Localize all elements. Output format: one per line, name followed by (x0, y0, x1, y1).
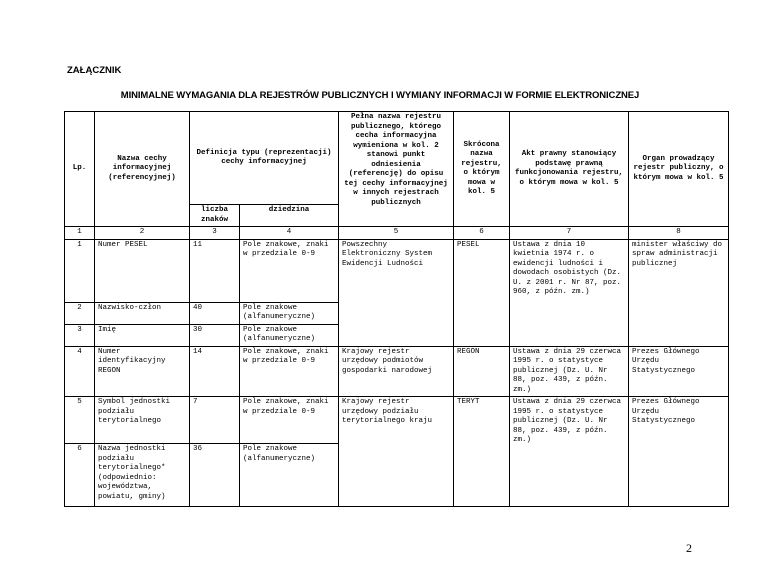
cell-register-full-name: Krajowy rejestr urzędowy podmiotów gospodarki narodowej (339, 346, 454, 397)
header-lp: Lp. (65, 112, 95, 227)
cell-domain: Pole znakowe (alfanumeryczne) (240, 302, 339, 324)
header-domain: dziedzina (240, 205, 339, 227)
document-title: MINIMALNE WYMAGANIA DLA REJESTRÓW PUBLICZNYCH I WYMIANY INFORMACJI W FORMIE ELEKTRONICZNEJ (120, 90, 640, 101)
cell-organ: minister właściwy do spraw administracji publicznej (629, 239, 729, 346)
registers-table (64, 111, 729, 507)
column-number: 7 (510, 227, 629, 240)
cell-register-full-name: Krajowy rejestr urzędowy podziału terytorialnego kraju (339, 397, 454, 507)
header-feature-name: Nazwa cechy informacyjnej (referencyjnej) (95, 112, 190, 227)
cell-legal-act: Ustawa z dnia 29 czerwca 1995 r. o statystyce publicznej (Dz. U. Nr 88, poz. 439, z późn. zm.) (510, 346, 629, 397)
header-type-definition: Definicja typu (reprezentacji) cechy informacyjnej (190, 112, 339, 205)
cell-feature-name: Nazwa jednostki podziału terytorialnego* (odpowiednio: województwa, powiatu, gminy) (95, 444, 190, 507)
header-legal-act: Akt prawny stanowiący podstawę prawną funkcjonowania rejestru, o którym mowa w kol. 5 (510, 112, 629, 227)
cell-register-short-name: PESEL (454, 239, 510, 346)
header-organ: Organ prowadzący rejestr publiczny, o którym mowa w kol. 5 (629, 112, 729, 227)
cell-feature-name: Symbol jednostki podziału terytorialnego (95, 397, 190, 444)
column-number: 2 (95, 227, 190, 240)
table-row (65, 239, 729, 302)
cell-char-count: 36 (190, 444, 240, 507)
column-number: 5 (339, 227, 454, 240)
cell-lp: 4 (65, 346, 95, 397)
cell-char-count: 14 (190, 346, 240, 397)
cell-char-count: 40 (190, 302, 240, 324)
cell-domain: Pole znakowe (alfanumeryczne) (240, 324, 339, 346)
column-number: 1 (65, 227, 95, 240)
cell-lp: 6 (65, 444, 95, 507)
cell-register-short-name: REGON (454, 346, 510, 397)
cell-organ: Prezes Głównego Urzędu Statystycznego (629, 397, 729, 507)
table-row (65, 346, 729, 397)
column-number: 3 (190, 227, 240, 240)
cell-feature-name: Nazwisko-człon (95, 302, 190, 324)
cell-domain: Pole znakowe, znaki w przedziale 0-9 (240, 397, 339, 444)
cell-lp: 2 (65, 302, 95, 324)
cell-lp: 3 (65, 324, 95, 346)
column-number: 6 (454, 227, 510, 240)
annex-label: ZAŁĄCZNIK (67, 65, 122, 76)
column-number: 8 (629, 227, 729, 240)
cell-char-count: 7 (190, 397, 240, 444)
cell-lp: 5 (65, 397, 95, 444)
header-register-short-name: Skrócona nazwa rejestru, o którym mowa w kol. 5 (454, 112, 510, 227)
column-number-row (65, 227, 729, 240)
cell-register-full-name: Powszechny Elektroniczny System Ewidencji Ludności (339, 239, 454, 346)
table-row (65, 397, 729, 444)
cell-domain: Pole znakowe, znaki w przedziale 0-9 (240, 239, 339, 302)
cell-domain: Pole znakowe (alfanumeryczne) (240, 444, 339, 507)
cell-feature-name: Imię (95, 324, 190, 346)
header-char-count: liczba znaków (190, 205, 240, 227)
header-register-full-name: Pełna nazwa rejestru publicznego, którego cecha informacyjna wymieniona w kol. 2 stanowi punkt odniesienia (referencję) do opisu tej cechy informacyjnej w innych rejestrach publicznych (339, 112, 454, 227)
cell-organ: Prezes Głównego Urzędu Statystycznego (629, 346, 729, 397)
cell-legal-act: Ustawa z dnia 29 czerwca 1995 r. o statystyce publicznej (Dz. U. Nr 88, poz. 439, z późn. zm.) (510, 397, 629, 507)
cell-feature-name: Numer identyfikacyjny REGON (95, 346, 190, 397)
cell-lp: 1 (65, 239, 95, 302)
cell-char-count: 30 (190, 324, 240, 346)
cell-char-count: 11 (190, 239, 240, 302)
cell-feature-name: Numer PESEL (95, 239, 190, 302)
cell-legal-act: Ustawa z dnia 10 kwietnia 1974 r. o ewidencji ludności i dowodach osobistych (Dz. U. z 2001 r. Nr 87, poz. 960, z późn. zm.) (510, 239, 629, 346)
cell-domain: Pole znakowe, znaki w przedziale 0-9 (240, 346, 339, 397)
page-number: 2 (686, 541, 692, 555)
cell-register-short-name: TERYT (454, 397, 510, 507)
column-number: 4 (240, 227, 339, 240)
